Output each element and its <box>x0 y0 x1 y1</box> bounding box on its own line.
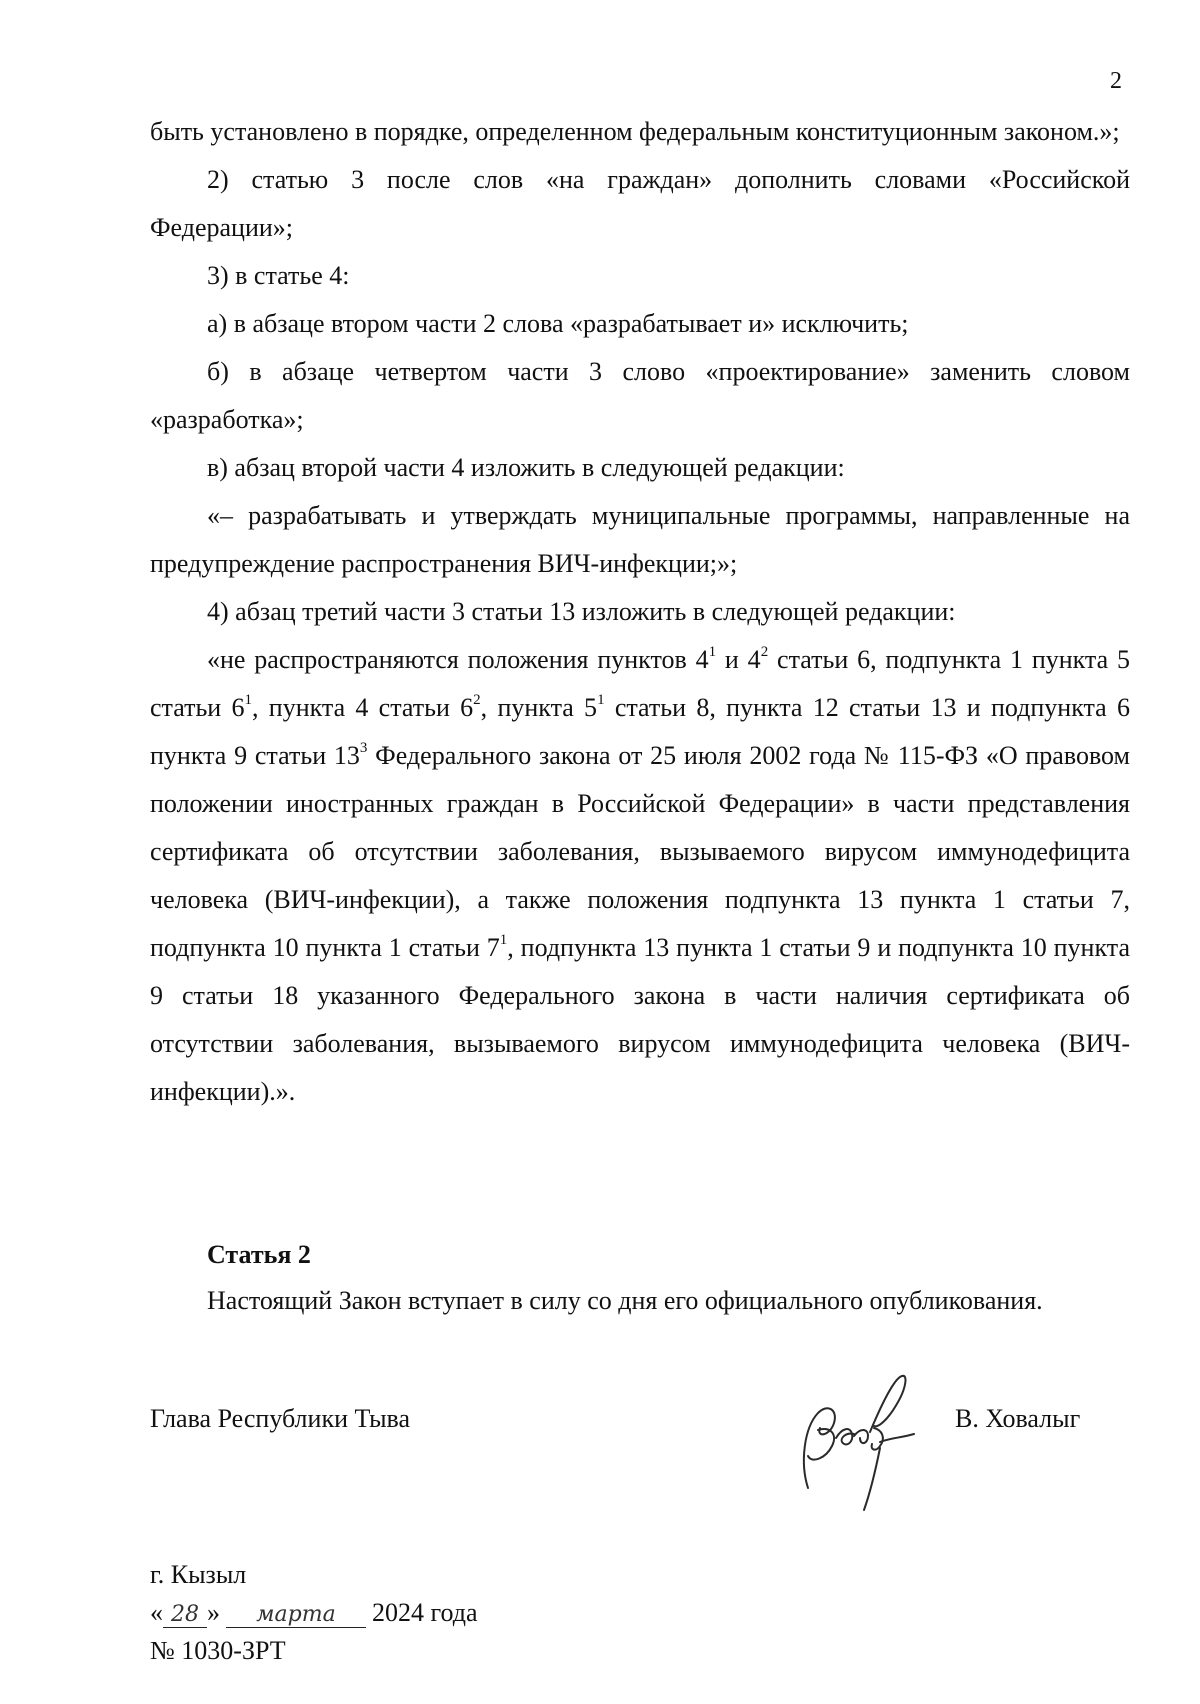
article-text: Настоящий Закон вступает в силу со дня его официального опубликования. <box>207 1286 1043 1315</box>
document-body <box>150 108 1130 1116</box>
superscript: 2 <box>760 644 769 661</box>
date-day-handwritten: 28 <box>163 1603 207 1628</box>
amendment-text: Федерального закона от 25 июля 2002 года № 115-ФЗ «О правовом положении иностранных граждан в Российской Федерации» в части представления сертификата об отсутствии заболевания, вызываемого вирусом иммунодефицита человека (ВИЧ-инфекции), а также положения подпункта 13 пункта 1 статьи 7, подпункта 10 пункта 1 статьи 7 <box>150 741 1131 962</box>
amendment-text: , пункта 4 статьи 6 <box>252 693 474 722</box>
article-heading: Статья 2 <box>207 1240 311 1269</box>
superscript: 1 <box>499 932 508 949</box>
paragraph-subitem-a: а) в абзаце втором части 2 слова «разрабатывает и» исключить; <box>207 309 909 338</box>
amendment-text: статьи 6, подпункта 1 пункта 5 статьи 6 <box>150 645 1130 722</box>
paragraph-item-4: 4) абзац третий части 3 статьи 13 изложить в следующей редакции: <box>207 597 956 626</box>
superscript: 2 <box>473 692 481 709</box>
amendment-text: , подпункта 13 пункта 1 статьи 9 и подпункта 10 пункта 9 статьи 18 указанного Федерального закона в части наличия сертификата об отсутствии заболевания, вызываемого вирусом иммунодефицита человека (ВИЧ-инфекции).». <box>150 933 1130 1106</box>
paragraph-quoted-amendment <box>150 636 1130 1116</box>
date-quote-open: « <box>150 1598 163 1627</box>
date-line <box>150 1598 478 1628</box>
date-year: 2024 года <box>372 1598 478 1627</box>
date-quote-close: » <box>207 1598 220 1627</box>
amendment-text: и 4 <box>716 645 761 674</box>
amendment-text: статьи 8, пункта 12 статьи 13 и подпункта 6 пункта 9 статьи 13 <box>150 693 1130 770</box>
superscript: 1 <box>244 692 252 709</box>
paragraph-continuation: быть установлено в порядке, определенном федеральным конституционным законом.»; <box>150 117 1120 146</box>
amendment-text: , пункта 5 <box>480 693 598 722</box>
handwritten-signature <box>790 1368 930 1518</box>
date-month-handwritten: марта <box>226 1603 366 1628</box>
paragraph-item-3: 3) в статье 4: <box>207 261 350 290</box>
signer-name: В. Ховалыг <box>955 1404 1081 1433</box>
superscript: 1 <box>597 692 605 709</box>
document-number: № 1030-ЗРТ <box>150 1636 286 1665</box>
paragraph-item-2: 2) статью 3 после слов «на граждан» дополнить словами «Российской Федерации»; <box>150 165 1130 242</box>
paragraph-quoted-text: «– разрабатывать и утверждать муниципальные программы, направленные на предупреждение распространения ВИЧ-инфекции;»; <box>150 501 1130 578</box>
superscript: 1 <box>708 644 717 661</box>
paragraph-subitem-v: в) абзац второй части 4 изложить в следующей редакции: <box>207 453 845 482</box>
paragraph-subitem-b: б) в абзаце четвертом части 3 слово «проектирование» заменить словом «разработка»; <box>150 357 1130 434</box>
superscript: 3 <box>359 740 368 757</box>
amendment-text: «не распространяются положения пунктов 4 <box>207 645 709 674</box>
signer-title: Глава Республики Тыва <box>150 1404 411 1433</box>
city: г. Кызыл <box>150 1560 247 1589</box>
page-number: 2 <box>1110 68 1122 94</box>
